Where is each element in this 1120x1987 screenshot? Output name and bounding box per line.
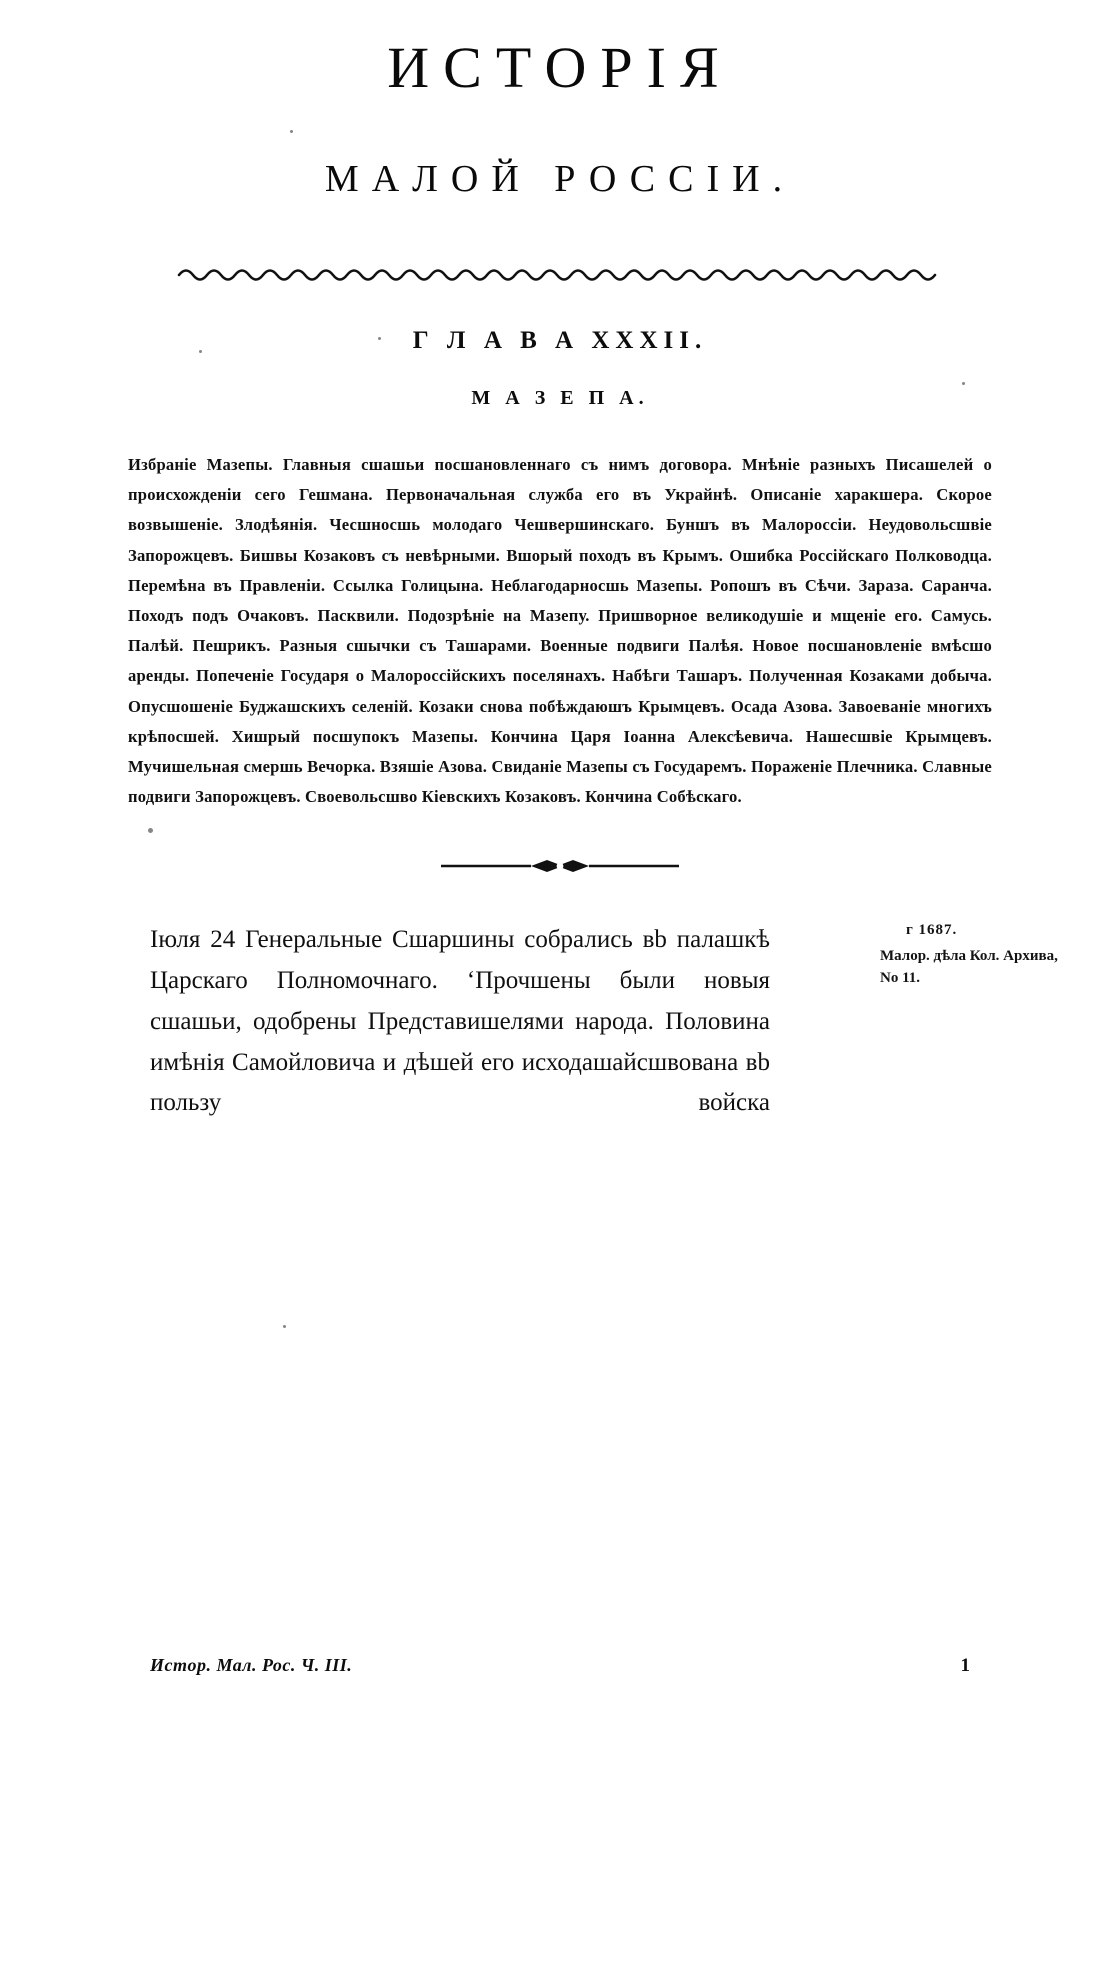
print-speck	[199, 350, 202, 353]
marginal-note	[880, 920, 1060, 989]
print-speck	[378, 337, 381, 340]
page-footer	[150, 1655, 1000, 1677]
chapter-subheading: М А З Е П А.	[471, 387, 649, 409]
print-speck	[148, 828, 153, 833]
print-speck	[962, 382, 965, 385]
ornament-icon	[435, 858, 685, 874]
body-section	[0, 920, 1120, 1124]
body-paragraph-block	[150, 920, 770, 1124]
decorative-wavy-rule	[0, 263, 1120, 289]
page-title-main: ИСТОРІЯ	[387, 35, 733, 100]
wavy-rule-icon	[175, 263, 945, 285]
print-speck	[290, 130, 293, 133]
decorative-ornament-divider	[0, 858, 1120, 878]
margin-note-reference: Малор. дѣла Кол. Архива, No 11.	[880, 948, 1058, 986]
chapter-summary: Избраніе Мазепы. Главныя сшашьи посшановленнаго съ нимъ договора. Мнѣніе разныхъ Писашелей о происхожденіи сего Гешмана. Первоначальная служба его въ Украйнѣ. Описаніе харакшера. Скорое возвышеніе. Злодѣянія. Чесшносшь молодаго Чешвершинскаго. Буншъ въ Малороссіи. Неудовольсшвіе Запорожцевъ. Бишвы Козаковъ съ невѣрными. Вшорый походъ въ Крымъ. Ошибка Россійскаго Полководца. Перемѣна въ Правленіи. Ссылка Голицына. Неблагодарносшь Мазепы. Ропошъ въ Сѣчи. Зараза. Саранча. Походъ подъ Очаковъ. Пасквили. Подозрѣніе на Мазепу. Пришворное великодушіе и мщеніе его. Самусь. Палѣй. Пешрикъ. Разныя сшычки съ Ташарами. Военные подвиги Палѣя. Новое посшановленіе вмѣсшо аренды. Попеченіе Государя о Малороссійскихъ поселянахъ. Набѣги Ташаръ. Полученная Козаками добыча. Опусшошеніе Буджашскихъ селеній. Козаки снова побѣждаюшъ Крымцевъ. Осада Азова. Завоеваніе многихъ крѣпосшей. Хишрый посшупокъ Мазепы. Кончина Царя Іоанна Алексѣевича. Нашесшвіе Крымцевъ. Мучишельная смершь Вечорка. Взяшіе Азова. Свиданіе Мазепы съ Государемъ. Пораженіе Плечника. Славные подвиги Запорожцевъ. Своевольсшво Кіевскихъ Козаковъ. Кончина Собѣскаго.	[128, 455, 992, 807]
body-paragraph: Іюля 24 Генеральные Сшаршины собрались вb палашкѣ Царскаго Полномочнаго. ʻПрочшены были новыя сшашьи, одобрены Представишелями народа. Половина имѣнія Самойловича и дѣшей его исходашайсшвована вb пользу войска	[150, 926, 770, 1117]
print-speck	[283, 1325, 286, 1328]
footer-signature: Исmор. Мал. Рос. Ч. III.	[150, 1655, 353, 1675]
margin-note-year: г 1687.	[906, 922, 958, 939]
page-number: 1	[960, 1655, 970, 1676]
page-title-sub: МАЛОЙ РОССІИ.	[324, 158, 796, 200]
chapter-heading: Г Л А В А XXXII.	[412, 327, 708, 354]
